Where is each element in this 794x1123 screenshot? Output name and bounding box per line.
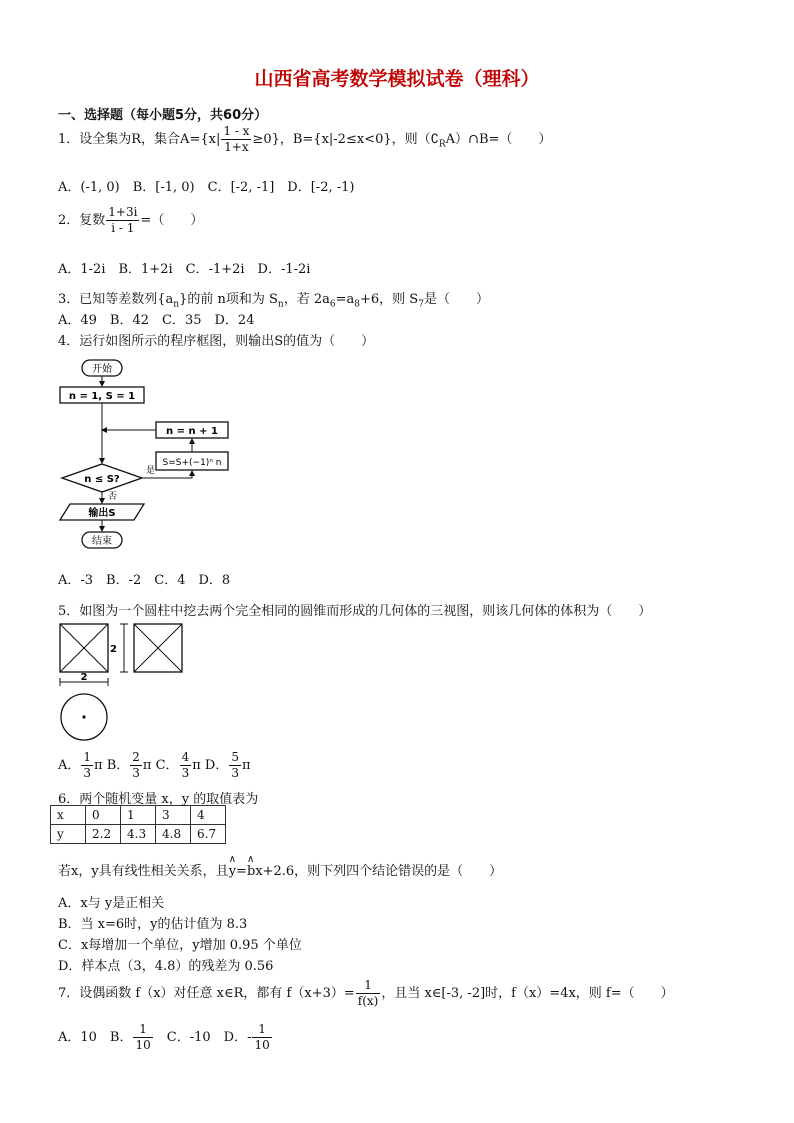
flow-start-label: 开始 — [92, 364, 112, 375]
dim-height-label: 2 — [110, 644, 117, 655]
question-2 — [58, 205, 203, 236]
q3-s5: 7 — [418, 299, 424, 310]
q1-fraction — [221, 124, 251, 155]
q6-bhat: ∧ b — [247, 864, 255, 879]
q5-opt-a-frac — [81, 750, 93, 781]
table-cell: 2.2 — [86, 825, 121, 844]
flowchart — [50, 356, 240, 552]
q5-d-pi: π — [241, 758, 251, 773]
q1-stem-post: ≥0}，B={x|-2≤x<0}，则（∁ — [252, 132, 439, 147]
q7-b-den: 10 — [135, 1038, 151, 1052]
q5-a-pi: π — [94, 758, 103, 773]
q7-b-num: 1 — [133, 1022, 152, 1038]
q5-opt-d-label: D． — [204, 758, 229, 773]
q5-opt-b-label: B． — [106, 758, 130, 773]
table-cell: 4.8 — [156, 825, 191, 844]
section-heading: 一、选择题（每小题5分，共60分） — [58, 108, 268, 123]
q6-stem — [58, 860, 502, 879]
q5-opt-c-label: C． — [155, 758, 179, 773]
flow-inc-label: n = n + 1 — [166, 426, 218, 437]
flow-yes-label: 是 — [146, 466, 156, 476]
q1-frac-den: 1+x — [224, 140, 249, 154]
value-table — [50, 805, 226, 844]
table-cell: 4.3 — [121, 825, 156, 844]
q7-d-num: 1 — [252, 1022, 271, 1038]
q1-sub: R — [438, 139, 446, 150]
flow-output-label: 输出S — [88, 508, 116, 519]
q6-eq: = — [236, 864, 247, 879]
q5-c-den: 3 — [181, 766, 190, 780]
q5-d-num: 5 — [231, 750, 239, 764]
table-cell: 3 — [156, 806, 191, 825]
question-7 — [58, 978, 674, 1009]
q7-opt-ab: A．10 B． — [58, 1030, 133, 1045]
q3-t1: 3．已知等差数列{a — [58, 292, 174, 307]
q1-stem-pre: 1．设全集为R，集合A={x| — [58, 132, 221, 147]
table-cell: 1 — [121, 806, 156, 825]
q7-stem-post: ，且当 x∈[-3, -2]时，f（x）=4x，则 f=（ ） — [381, 986, 674, 1001]
q5-c-num: 4 — [181, 750, 190, 764]
q3-s3: 6 — [329, 299, 336, 310]
flow-no-label: 否 — [108, 492, 118, 502]
q5-c-pi: π — [192, 758, 201, 773]
q7-frac-den: f(x) — [357, 994, 379, 1008]
q3-options: A．49 B．42 C．35 D．24 — [58, 313, 255, 328]
dim-width-label: 2 — [80, 672, 88, 683]
q7-opt-cd: C．-10 D．- — [153, 1030, 252, 1045]
q7-frac-num: 1 — [356, 978, 381, 994]
q7-fraction — [356, 978, 381, 1009]
table-cell: y — [51, 825, 86, 844]
table-row — [51, 825, 226, 844]
page-title: 山西省高考数学模拟试卷（理科） — [254, 68, 540, 90]
q2-fraction — [106, 205, 139, 236]
table-cell: 0 — [86, 806, 121, 825]
question-6: 6．两个随机变量 x，y 的取值表为 — [58, 792, 259, 807]
q6-stem-post: x+2.6，则下列四个结论错误的是（ ） — [255, 864, 503, 879]
flow-cond-label: n ≤ S? — [84, 474, 120, 485]
q6-opt-d: D．样本点（3，4.8）的残差为 0.56 — [58, 959, 274, 974]
q6-opt-c: C．x每增加一个单位，y增加 0.95 个单位 — [58, 938, 302, 953]
q5-b-pi: π — [142, 758, 152, 773]
q6-yhat: ∧ y — [229, 864, 236, 879]
three-view-figure — [54, 620, 190, 744]
question-3 — [58, 288, 489, 310]
flow-init-label: n = 1, S = 1 — [68, 391, 136, 402]
q3-t3: ，若 2a — [283, 292, 330, 307]
q5-options — [58, 750, 251, 781]
flow-end-label: 结束 — [92, 536, 112, 547]
q7-options — [58, 1022, 273, 1053]
flow-update-label: S=S+(−1)ⁿ n — [162, 458, 222, 468]
q2-stem-pre: 2．复数 — [58, 213, 106, 228]
table-cell: 4 — [191, 806, 226, 825]
q6-opt-a: A．x与 y是正相关 — [58, 896, 165, 911]
question-5: 5．如图为一个圆柱中挖去两个完全相同的圆锥而形成的几何体的三视图，则该几何体的体积为（ ） — [58, 604, 652, 619]
table-row — [51, 806, 226, 825]
q7-stem-pre: 7．设偶函数 f（x）对任意 x∈R，都有 f（x+3）= — [58, 986, 355, 1001]
q7-opt-b-frac — [133, 1022, 152, 1053]
q3-t2: }的前 n项和为 S — [179, 292, 278, 307]
q4-options: A．-3 B．-2 C．4 D．8 — [58, 573, 231, 588]
table-cell: 6.7 — [191, 825, 226, 844]
q1-options: A．(-1, 0) B．[-1, 0) C．[-2, -1] D．[-2, -1) — [58, 180, 355, 195]
q7-d-den: 10 — [254, 1038, 270, 1052]
q3-t4: =a — [335, 292, 355, 307]
q1-stem-tail: A）∩B=（ ） — [445, 132, 552, 147]
q1-frac-num: 1 - x — [223, 124, 250, 138]
q3-s1: n — [173, 299, 180, 310]
q2-frac-den: i - 1 — [111, 221, 135, 235]
q2-frac-num: 1+3i — [108, 205, 138, 219]
q3-s2: n — [277, 299, 284, 310]
question-1 — [58, 124, 551, 155]
q5-a-den: 3 — [83, 766, 92, 780]
q6-opt-b: B．当 x=6时，y的估计值为 8.3 — [58, 917, 248, 932]
q3-s4: 8 — [354, 299, 360, 310]
q7-opt-d-frac — [252, 1022, 271, 1053]
q5-d-den: 3 — [231, 766, 239, 780]
q5-b-den: 3 — [132, 766, 140, 780]
q5-a-num: 1 — [83, 750, 92, 764]
q5-opt-d-frac — [229, 750, 241, 781]
q2-options: A．1-2i B．1+2i C．-1+2i D．-1-2i — [58, 262, 311, 277]
q5-opt-c-frac — [180, 750, 192, 781]
q3-t5: +6，则 S — [360, 292, 419, 307]
q3-t6: 是（ ） — [423, 292, 489, 307]
q6-stem-pre: 若x，y具有线性相关关系，且 — [58, 864, 229, 879]
q5-opt-b-frac — [130, 750, 142, 781]
table-cell: x — [51, 806, 86, 825]
q2-stem-post: =（ ） — [140, 213, 204, 228]
question-4: 4．运行如图所示的程序框图，则输出S的值为（ ） — [58, 334, 375, 349]
q5-b-num: 2 — [132, 750, 140, 764]
top-view-center — [82, 715, 85, 718]
q5-opt-a-label: A． — [58, 758, 81, 773]
